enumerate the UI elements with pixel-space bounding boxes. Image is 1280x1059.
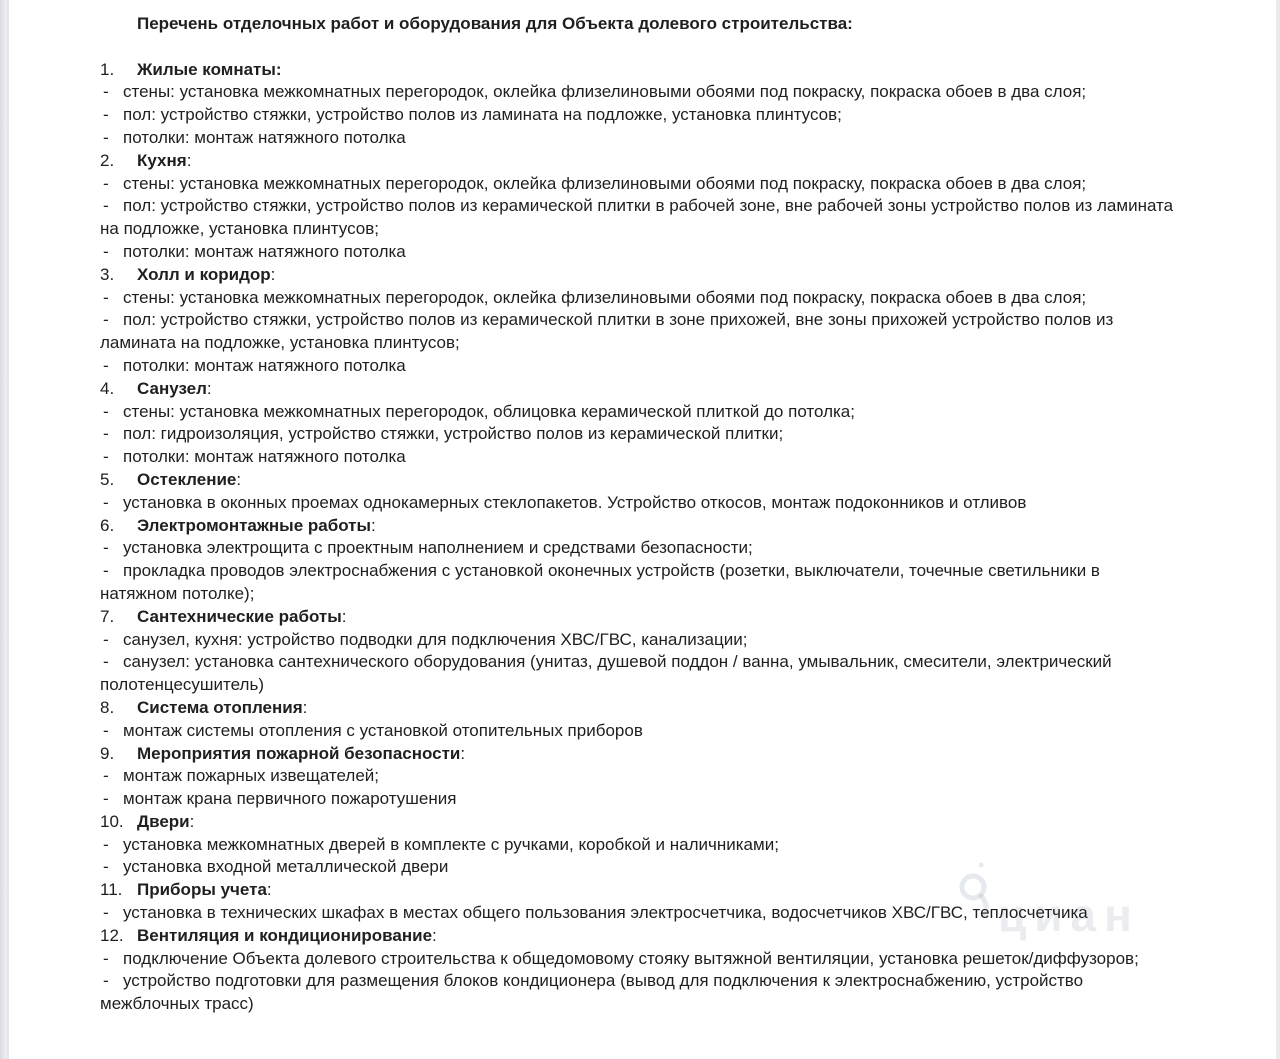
section-title: Вентиляция и кондиционирование [137, 925, 433, 945]
section-title: Кухня [137, 150, 187, 170]
list-item-text: потолки: монтаж натяжного потолка [123, 241, 406, 261]
list-item-text: подключение Объекта долевого строительства к общедомовому стояку вытяжной вентиляции, установка решеток/диффузоров; [123, 948, 1139, 968]
list-item [100, 127, 1180, 150]
list-item-text: устройство подготовки для размещения блоков кондиционера (вывод для подключения к электроснабжению, устройство межблочных трасс) [100, 971, 1084, 1014]
list-item-text: установка в технических шкафах в местах общего пользования электросчетчика, водосчетчиков ХВС/ГВС, теплосчетчика [123, 903, 1088, 923]
bullet-dash: - [103, 310, 109, 330]
section-number: 6. [100, 515, 115, 535]
list-item-text: монтаж системы отопления с установкой отопительных приборов [123, 720, 643, 740]
section-heading [100, 811, 1180, 834]
list-item [100, 765, 1180, 788]
list-item [100, 287, 1180, 310]
list-item [100, 446, 1180, 469]
list-item [100, 629, 1180, 652]
bullet-dash: - [103, 447, 109, 467]
section-title: Санузел [137, 378, 207, 398]
bullet-dash: - [103, 196, 109, 216]
section-title: Сантехнические работы [137, 606, 342, 626]
list-item-text: монтаж крана первичного пожаротушения [123, 789, 457, 809]
list-item [100, 560, 1180, 606]
section-number: 8. [100, 697, 115, 717]
bullet-dash: - [103, 766, 109, 786]
list-item [100, 948, 1180, 971]
bullet-dash: - [103, 355, 109, 375]
section-heading [100, 743, 1180, 766]
document-title: Перечень отделочных работ и оборудования для Объекта долевого строительства: [137, 14, 853, 33]
list-item [100, 856, 1180, 879]
section-number: 9. [100, 743, 115, 763]
right-margin-strip [1276, 0, 1280, 1059]
list-item [100, 788, 1180, 811]
bullet-dash: - [103, 538, 109, 558]
list-item [100, 492, 1180, 515]
section-heading [100, 150, 1180, 173]
list-item-text: пол: устройство стяжки, устройство полов из керамической плитки в рабочей зоне, вне рабочей зоны устройство полов из ламината на подложке, установка плинтусов; [100, 196, 1174, 239]
list-item [100, 355, 1180, 378]
section-number: 4. [100, 378, 115, 398]
bullet-dash: - [103, 173, 109, 193]
list-item [100, 401, 1180, 424]
section-number: 7. [100, 606, 115, 626]
section-number: 10. [100, 811, 124, 831]
section-title-colon: : [460, 743, 466, 763]
bullet-dash: - [103, 834, 109, 854]
bullet-dash: - [103, 127, 109, 147]
bullet-dash: - [103, 561, 109, 581]
section-heading [100, 515, 1180, 538]
list-item [100, 834, 1180, 857]
section-heading [100, 879, 1180, 902]
section-title-colon: : [432, 925, 437, 945]
section-title: Холл и коридор [137, 264, 271, 284]
bullet-dash: - [103, 971, 109, 991]
list-item-text: установка межкомнатных дверей в комплекте с ручками, коробкой и наличниками; [123, 834, 779, 854]
section-title: Мероприятия пожарной безопасности [137, 743, 461, 763]
bullet-dash: - [103, 492, 109, 512]
list-item [100, 309, 1180, 355]
bullet-dash: - [103, 903, 109, 923]
list-item-text: пол: устройство стяжки, устройство полов из керамической плитки в зоне прихожей, вне зоны прихожей устройство полов из ламината на подложке, установка плинтусов; [100, 310, 1114, 353]
section-title: Жилые комнаты: [137, 59, 282, 79]
bullet-dash: - [103, 857, 109, 877]
watermark-text: циан [998, 889, 1140, 941]
section-title-colon: : [270, 264, 276, 284]
list-item [100, 81, 1180, 104]
list-item-text: стены: установка межкомнатных перегородок, оклейка флизелиновыми обоями под покраску, покраска обоев в два слоя; [123, 82, 1087, 102]
bullet-dash: - [103, 105, 109, 125]
section-heading [100, 697, 1180, 720]
list-item-text: стены: установка межкомнатных перегородок, оклейка флизелиновыми обоями под покраску, покраска обоев в два слоя; [123, 173, 1087, 193]
list-item [100, 423, 1180, 446]
document-content [100, 13, 1180, 1016]
list-item-text: монтаж пожарных извещателей; [123, 766, 379, 786]
section-heading [100, 378, 1180, 401]
section-heading [100, 925, 1180, 948]
list-item [100, 970, 1180, 1016]
section-number: 1. [100, 59, 115, 79]
bullet-dash: - [103, 241, 109, 261]
list-item-text: установка входной металлической двери [123, 857, 449, 877]
list-item-text: прокладка проводов электроснабжения с установкой оконечных устройств (розетки, выключатели, точечные светильники в натяжном потолке); [100, 561, 1100, 603]
section-number: 12. [100, 925, 124, 945]
section-heading [100, 59, 1180, 82]
section-number: 3. [100, 264, 115, 284]
section-title: Приборы учета [137, 880, 267, 900]
bullet-dash: - [103, 424, 109, 444]
section-title-colon: : [206, 378, 212, 398]
section-title: Электромонтажные работы [137, 515, 372, 535]
section-title: Двери [137, 811, 190, 831]
section-heading [100, 469, 1180, 492]
list-item-text: стены: установка межкомнатных перегородок, облицовка керамической плиткой до потолка; [123, 401, 855, 421]
list-item-text: потолки: монтаж натяжного потолка [123, 447, 406, 467]
bullet-dash: - [103, 82, 109, 102]
list-item-text: потолки: монтаж натяжного потолка [123, 127, 406, 147]
list-item-text: санузел, кухня: устройство подводки для подключения ХВС/ГВС, канализации; [123, 629, 748, 649]
section-title-colon: : [341, 606, 347, 626]
section-title: Система отопления [137, 697, 303, 717]
list-item [100, 104, 1180, 127]
list-item [100, 720, 1180, 743]
list-item [100, 241, 1180, 264]
list-item-text: пол: гидроизоляция, устройство стяжки, устройство полов из керамической плитки; [123, 424, 784, 444]
section-title-colon: : [186, 150, 192, 170]
bullet-dash: - [103, 789, 109, 809]
list-item [100, 195, 1180, 241]
bullet-dash: - [103, 401, 109, 421]
list-item [100, 902, 1180, 925]
section-heading [100, 264, 1180, 287]
list-item-text: установка в оконных проемах однокамерных стеклопакетов. Устройство откосов, монтаж подоконников и отливов [123, 492, 1027, 512]
section-title: Остекление [137, 469, 237, 489]
section-title-colon: : [371, 515, 376, 535]
list-item [100, 537, 1180, 560]
left-margin-strip [0, 0, 9, 1059]
bullet-dash: - [103, 948, 109, 968]
bullet-dash: - [103, 287, 109, 307]
section-title-colon: : [302, 697, 308, 717]
section-number: 5. [100, 469, 115, 489]
list-item-text: потолки: монтаж натяжного потолка [123, 355, 406, 375]
list-item [100, 651, 1180, 697]
list-item-text: пол: устройство стяжки, устройство полов из ламината на подложке, установка плинтусов; [123, 105, 842, 125]
list-item [100, 173, 1180, 196]
sections-list [100, 59, 1180, 1016]
list-item-text: санузел: установка сантехнического оборудования (унитаз, душевой поддон / ванна, умывальник, смесители, электрический полотенцесушитель) [100, 652, 1112, 695]
section-number: 11. [100, 880, 123, 900]
bullet-dash: - [103, 629, 109, 649]
bullet-dash: - [103, 720, 109, 740]
list-item-text: стены: установка межкомнатных перегородок, оклейка флизелиновыми обоями под покраску, покраска обоев в два слоя; [123, 287, 1087, 307]
section-title-colon: : [266, 880, 272, 900]
list-item-text: установка электрощита с проектным наполнением и средствами безопасности; [123, 538, 753, 558]
section-heading [100, 606, 1180, 629]
section-title-colon: : [189, 811, 195, 831]
section-number: 2. [100, 150, 115, 170]
bullet-dash: - [103, 652, 109, 672]
section-title-colon: : [236, 469, 242, 489]
